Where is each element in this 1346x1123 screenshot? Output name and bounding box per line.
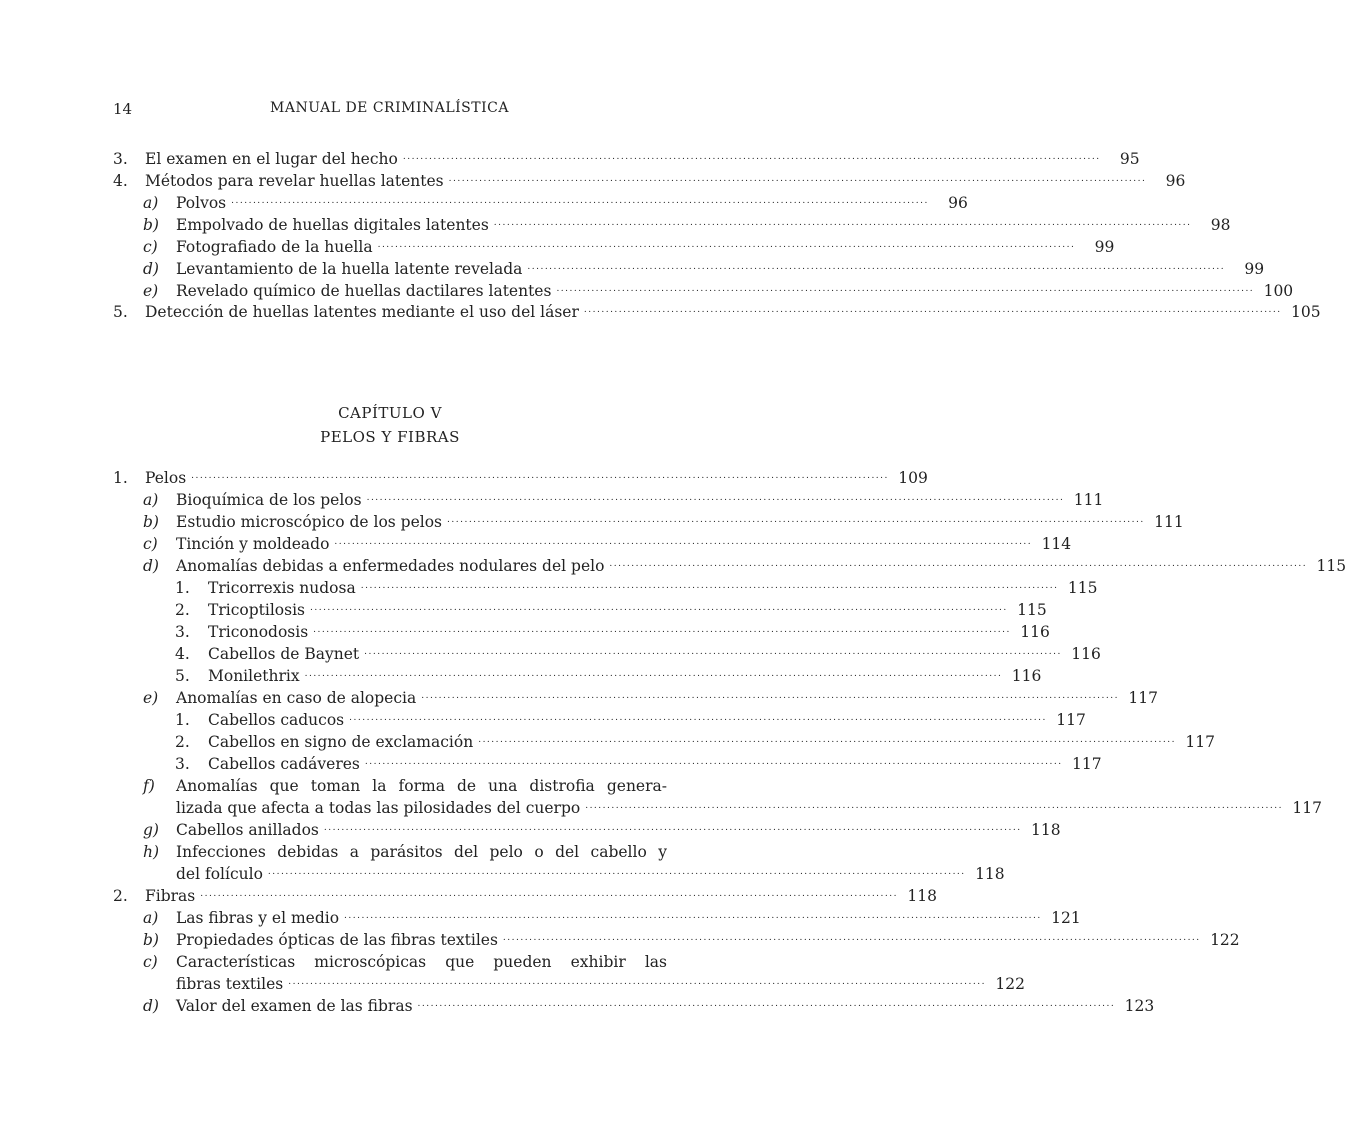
toc-entry-title: El examen en el lugar del hecho [145,150,398,168]
chapter-title: PELOS Y FIBRAS [320,428,460,446]
toc-entry-page: 115 [1017,601,1047,619]
toc-entry [113,148,1140,170]
toc-entry [113,709,1086,731]
dot-leader: ................................................................................................................................................................ [364,757,1063,767]
toc-entry-number: g) [143,821,159,839]
toc-entry-number: a) [143,194,159,212]
dot-leader: ................................................................................................................................................................ [288,977,986,987]
toc-entry [113,797,1322,819]
toc-entry-title: Tinción y moldeado [176,535,330,553]
dot-leader: ................................................................................................................................................................ [344,911,1042,921]
toc-entry [113,301,1321,323]
dot-leader: ................................................................................................................................................................ [447,515,1145,525]
toc-entry [113,841,667,863]
toc-entry-number: b) [143,931,159,949]
toc-entry-page: 117 [1185,733,1215,751]
dot-leader: ................................................................................................................................................................ [349,713,1047,723]
toc-entry-number: c) [143,953,158,971]
toc-entry-page: 116 [1071,645,1101,663]
toc-entry-number: d) [143,557,159,575]
toc-entry-number: c) [143,535,158,553]
toc-entry-title: Valor del examen de las fibras [176,997,413,1015]
toc-entry-number: 2. [175,601,190,619]
toc-entry-title: Monilethrix [208,667,300,685]
dot-leader: ................................................................................................................................................................ [502,933,1201,943]
toc-entry [113,665,1042,687]
toc-entry-title: Métodos para revelar huellas latentes [145,172,444,190]
toc-entry-number: 1. [175,711,190,729]
toc-entry-title: Revelado químico de huellas dactilares latentes [176,282,552,300]
dot-leader: ................................................................................................................................................................ [493,218,1192,228]
toc-entry [113,995,1155,1017]
toc-entry-title: Empolvado de huellas digitales latentes [176,216,489,234]
dot-leader: ................................................................................................................................................................ [364,647,1062,657]
toc-entry [113,731,1215,753]
page-header [113,100,666,120]
toc-entry-page: 111 [1154,513,1184,531]
toc-entry-number: d) [143,997,159,1015]
dot-leader: ................................................................................................................................................................ [334,537,1033,547]
toc-entry-number: 3. [175,755,190,773]
toc-entry-page: 114 [1041,535,1072,553]
dot-leader: ................................................................................................................................................................ [231,196,929,206]
dot-leader: ................................................................................................................................................................ [309,603,1008,613]
toc-entry-number: 3. [113,150,128,168]
toc-entry-number: e) [143,282,159,300]
toc-entry-page: 118 [975,865,1005,883]
toc-entry-number: 1. [175,579,190,597]
toc-entry-page: 118 [907,887,937,905]
toc-entry-page: 121 [1051,909,1081,927]
toc-entry-title: Características microscópicas que pueden exhibir las [176,953,667,971]
dot-leader: ................................................................................................................................................................ [556,284,1255,294]
toc-entry-title: Bioquímica de los pelos [176,491,362,509]
toc-entry-title: Tricoptilosis [208,601,305,619]
toc-entry [113,511,1184,533]
toc-entry-title: Las fibras y el medio [176,909,340,927]
toc-entry-title: Cabellos en signo de exclamación [208,733,474,751]
toc-entry-title: Estudio microscópico de los pelos [176,513,443,531]
dot-leader: ................................................................................................................................................................ [360,581,1059,591]
toc-entry-title: Detección de huellas latentes mediante el uso del láser [145,303,579,321]
toc-entry-page: 111 [1073,491,1104,509]
toc-entry [113,236,1115,258]
toc-entry-number: f) [143,777,155,795]
toc-entry-title: Cabellos caducos [208,711,345,729]
toc-entry-title: del folículo [176,865,263,883]
dot-leader: ................................................................................................................................................................ [527,262,1226,272]
toc-entry [113,753,1102,775]
toc-entry [113,170,1186,192]
toc-entry-title: Cabellos de Baynet [208,645,360,663]
toc-entry [113,555,1346,577]
toc-entry-page: 117 [1056,711,1086,729]
toc-entry-number: 5. [113,303,128,321]
toc-entry [113,951,667,973]
toc-entry-page: 118 [1031,821,1061,839]
toc-entry-title: Fibras [145,887,196,905]
toc-entry-page: 115 [1067,579,1098,597]
toc-entry [113,885,937,907]
dot-leader: ................................................................................................................................................................ [585,801,1283,811]
running-title: MANUAL DE CRIMINALÍSTICA [270,100,509,116]
dot-leader: ................................................................................................................................................................ [366,493,1065,503]
dot-leader: ................................................................................................................................................................ [583,305,1282,315]
dot-leader: ................................................................................................................................................................ [323,823,1022,833]
toc-entry [113,863,1005,885]
toc-entry [113,643,1101,665]
toc-entry [113,467,928,489]
toc-entry-page: 122 [995,975,1025,993]
toc-entry [113,214,1231,236]
toc-entry-page: 122 [1210,931,1240,949]
toc-entry [113,907,1081,929]
toc-entry-title: Tricorrexis nudosa [208,579,356,597]
toc-entry-number: 1. [113,469,128,487]
toc-entry-page: 117 [1292,799,1322,817]
dot-leader: ................................................................................................................................................................ [478,735,1176,745]
toc-entry-page: 123 [1124,997,1155,1015]
toc-entry [113,599,1047,621]
toc-entry-page: 109 [898,469,928,487]
toc-entry-title: fibras textiles [176,975,284,993]
toc-entry-title: Levantamiento de la huella latente revelada [176,260,523,278]
dot-leader: ................................................................................................................................................................ [313,625,1011,635]
toc-entry-page: 105 [1291,303,1321,321]
toc-entry-number: 2. [113,887,128,905]
toc-entry-number: 2. [175,733,190,751]
toc-entry-title: Fotografiado de la huella [176,238,373,256]
toc-entry-title: Anomalías en caso de alopecia [176,689,417,707]
dot-leader: ................................................................................................................................................................ [402,152,1101,162]
toc-entry-number: a) [143,909,159,927]
toc-entry-number: d) [143,260,159,278]
toc-entry [113,258,1265,280]
toc-entry-page: 96 [948,194,968,212]
toc-entry-title: Pelos [145,469,187,487]
dot-leader: ................................................................................................................................................................ [417,999,1116,1009]
toc-entry-page: 95 [1119,150,1140,168]
toc-entry-title: lizada que afecta a todas las pilosidades del cuerpo [176,799,581,817]
toc-entry-page: 98 [1210,216,1231,234]
toc-entry-number: b) [143,513,159,531]
toc-entry-page: 117 [1128,689,1158,707]
dot-leader: ................................................................................................................................................................ [377,240,1076,250]
toc-entry-number: 3. [175,623,190,641]
toc-entry-title: Cabellos cadáveres [208,755,360,773]
toc-entry-page: 117 [1072,755,1102,773]
toc-entry-title: Triconodosis [208,623,309,641]
toc-entry-title: Cabellos anillados [176,821,319,839]
dot-leader: ................................................................................................................................................................ [609,559,1308,569]
dot-leader: ................................................................................................................................................................ [267,867,966,877]
toc-entry-number: a) [143,491,159,509]
toc-entry-number: b) [143,216,159,234]
toc-entry-number: h) [143,843,160,861]
dot-leader: ................................................................................................................................................................ [200,889,898,899]
toc-entry-page: 100 [1263,282,1294,300]
toc-entry-number: 5. [175,667,190,685]
toc-entry [113,577,1098,599]
toc-entry-title: Anomalías debidas a enfermedades nodulares del pelo [176,557,605,575]
dot-leader: ................................................................................................................................................................ [421,691,1119,701]
toc-entry-title: Polvos [176,194,227,212]
toc-entry [113,973,1025,995]
toc-entry-number: e) [143,689,159,707]
toc-entry-number: 4. [175,645,190,663]
toc-entry [113,775,667,797]
toc-entry-title: Infecciones debidas a parásitos del pelo o del cabello y [176,843,667,861]
toc-entry-title: Propiedades ópticas de las fibras textiles [176,931,498,949]
toc-entry [113,687,1158,709]
toc-entry [113,533,1072,555]
toc-entry-page: 116 [1011,667,1042,685]
toc-entry-number: 4. [113,172,128,190]
toc-entry-page: 116 [1020,623,1050,641]
toc-entry-page: 99 [1094,238,1115,256]
toc-entry [113,489,1104,511]
toc-entry [113,621,1050,643]
dot-leader: ................................................................................................................................................................ [191,471,889,481]
toc-entry [113,192,968,214]
dot-leader: ................................................................................................................................................................ [448,174,1147,184]
dot-leader: ................................................................................................................................................................ [304,669,1003,679]
page-number: 14 [113,100,133,118]
chapter-label: CAPÍTULO V [338,404,442,422]
toc-entry-number: c) [143,238,158,256]
toc-entry-page: 96 [1165,172,1186,190]
toc-entry-page: 115 [1316,557,1346,575]
toc-entry-page: 99 [1244,260,1265,278]
toc-entry [113,819,1061,841]
toc-entry-title: Anomalías que toman la forma de una distrofia genera- [176,777,667,795]
toc-entry [113,929,1240,951]
